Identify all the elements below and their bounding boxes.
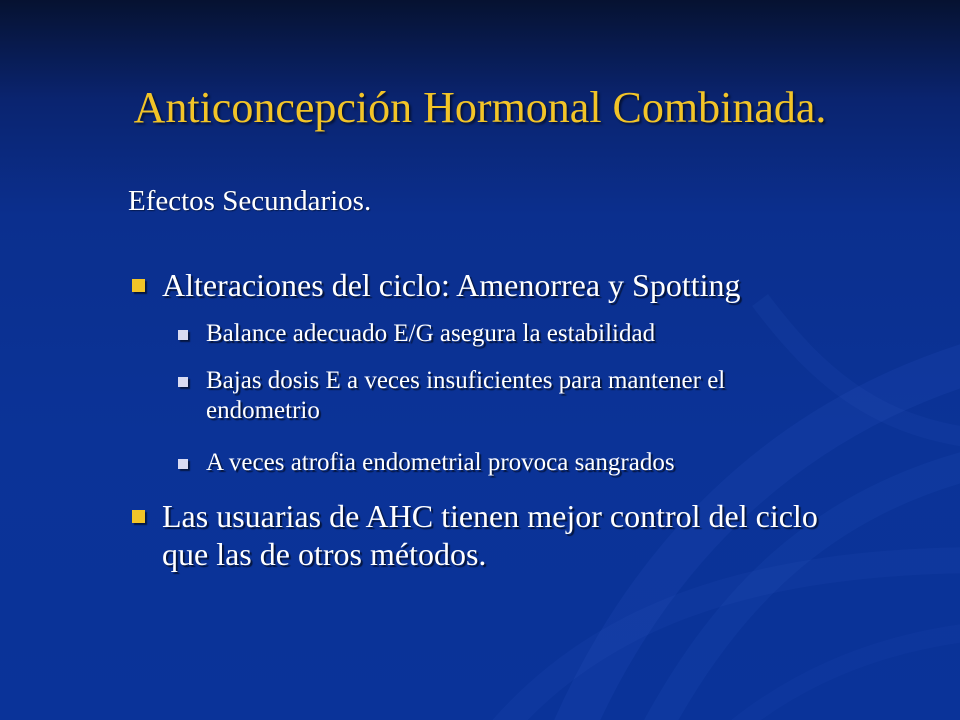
sub-bullet-text: A veces atrofia endometrial provoca sangrados [206,449,675,476]
bullet-item-cycle-alterations [162,266,862,304]
square-bullet-icon [178,377,188,387]
sub-bullet-item-balance [206,319,826,349]
sub-bullet-item-atrophy [206,448,826,478]
sub-bullet-text: Bajas dosis E a veces insuficientes para mantener el endometrio [206,367,726,424]
square-bullet-icon [178,330,188,340]
square-bullet-icon [132,510,145,523]
slide-subtitle: Efectos Secundarios. [128,185,372,217]
square-bullet-icon [132,279,145,292]
bullet-text: Las usuarias de AHC tienen mejor control del ciclo que las de otros métodos. [162,498,818,572]
bullet-item-ahc-users [162,497,862,573]
square-bullet-icon [178,459,188,469]
bullet-text: Alteraciones del ciclo: Amenorrea y Spotting [162,267,741,303]
sub-bullet-item-low-doses [206,366,826,426]
sub-bullet-text: Balance adecuado E/G asegura la estabilidad [206,320,656,347]
slide-title: Anticoncepción Hormonal Combinada. [133,83,827,132]
